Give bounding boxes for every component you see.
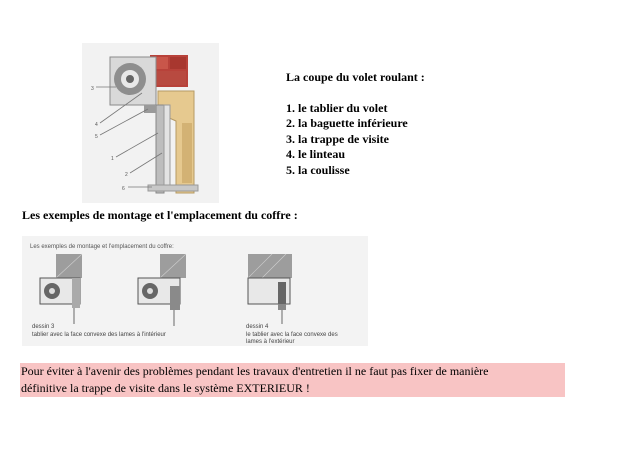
figure-heading: Les exemples de montage et l'emplacement du coffre: [30, 244, 174, 250]
maintenance-warning [20, 363, 565, 397]
shutter-cross-section-image [82, 43, 219, 203]
figure-number: 5 [95, 134, 98, 140]
section-heading: Les exemples de montage et l'emplacement du coffre : [22, 208, 298, 222]
figure-number: 1 [111, 156, 114, 162]
drawing-3-label: dessin 3 [32, 324, 55, 330]
cross-section-caption [286, 70, 425, 178]
caption-item: 3. la trappe de visite [286, 131, 389, 146]
caption-item: 5. la coulisse [286, 162, 350, 177]
figure-number: 6 [122, 186, 125, 192]
caption-item: 2. la baguette inférieure [286, 116, 408, 130]
drawing-4-text: lames à l'extérieur [246, 339, 295, 345]
caption-title: La coupe du volet roulant : [286, 70, 425, 84]
drawing-3-text: tablier avec la face convexe des lames à l'intérieur [32, 332, 166, 338]
figure-number: 4 [95, 122, 98, 128]
warning-line: Pour éviter à l'avenir des problèmes pendant les travaux d'entretien il ne faut pas fixer de manière [21, 364, 489, 378]
caption-item: 1. le tablier du volet [286, 100, 388, 115]
caption-item: 4. le linteau [286, 147, 345, 161]
drawing-4-label: dessin 4 [246, 324, 269, 330]
figure-number: 3 [91, 86, 94, 92]
figure-number: 2 [125, 172, 128, 178]
drawing-4-text: le tablier avec la face convexe des [246, 332, 338, 338]
warning-line: définitive la trappe de visite dans le système EXTERIEUR ! [21, 381, 310, 395]
mounting-examples-image [22, 236, 368, 346]
